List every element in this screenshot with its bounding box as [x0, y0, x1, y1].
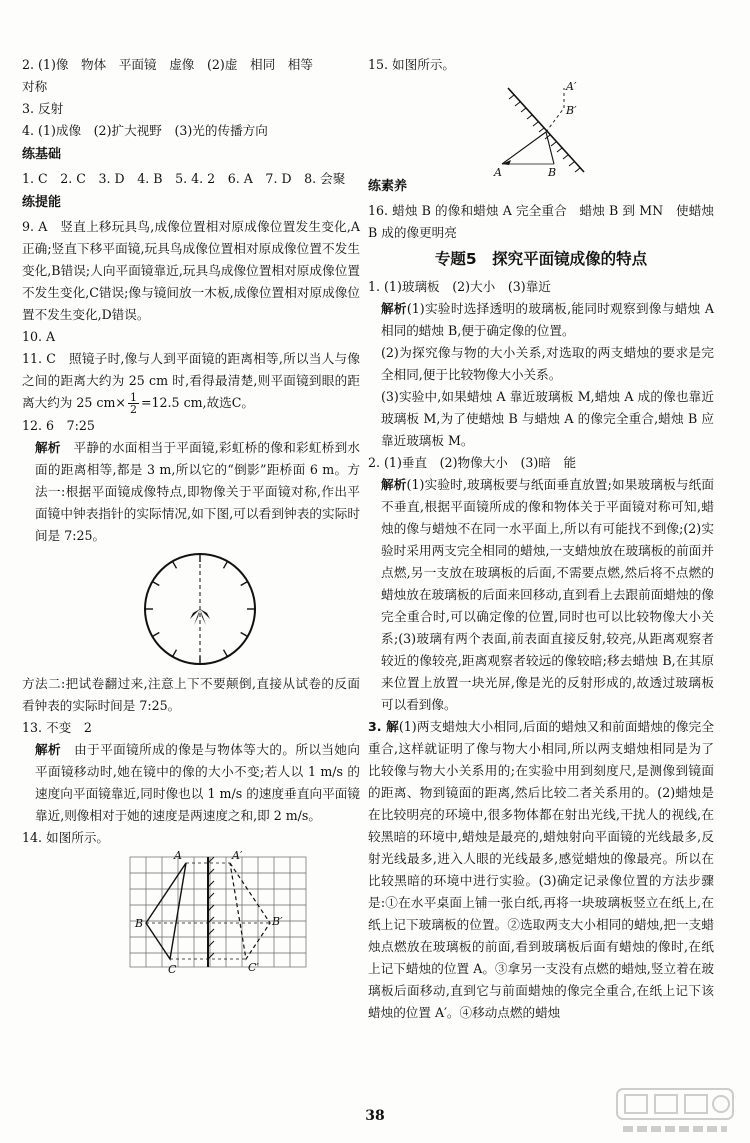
label-A: A [174, 849, 182, 862]
answer-16: 16. 蜡烛 B 的像和蜡烛 A 完全重合 蜡烛 B 到 MN 使蜡烛 B 成的像更明亮 [368, 203, 714, 240]
answer-13: 13. 不变 2 [22, 720, 92, 735]
answer-15: 15. 如图所示。 [368, 57, 456, 72]
answer-10: 10. A [22, 329, 56, 344]
mirror-figure [368, 76, 714, 179]
analysis-label: 解析 [35, 742, 62, 757]
topic-analysis-1b: (2)为探究像与物的大小关系,对选取的两支蜡烛的要求是完全相同,便于比较物像大小关系。 [381, 345, 714, 382]
topic-title: 专题5 探究平面镜成像的特点 [434, 250, 648, 268]
analysis-label: 解析 [35, 440, 61, 455]
right-column [368, 54, 714, 1024]
clock-diagram [22, 547, 360, 673]
clock-figure [22, 547, 360, 673]
mirror-ray-diagram [368, 76, 714, 174]
analysis-12-text: 平静的水面相当于平面镜,彩虹桥的像和彩虹桥到水面的距离相等,都是 3 m,所以它的“倒影”距桥面 6 m。方法一:根据平面镜成像特点,即物像关于平面镜对称,作出平面镜中钟表指针的实际情况,如下图,可以看到钟表的实际时间是 7:25。 [35, 440, 361, 543]
topic-analysis-1c: (3)实验中,如果蜡烛 A 靠近玻璃板 M,蜡烛 A 成的像也靠近玻璃板 M,为了使蜡烛 B 与蜡烛 A 的像完全重合,蜡烛 B 应靠近玻璃板 M。 [381, 389, 714, 448]
answer-11-end: =12.5 cm,故选C。 [140, 395, 254, 410]
label-A-prime: A′ [232, 849, 243, 862]
section-quality-heading: 练素养 [368, 179, 408, 194]
analysis-13 [22, 739, 360, 827]
answer-11-text: 11. C 照镜子时,像与人到平面镜的距离相等,所以当人与像之间的距离大约为 25 cm 时,看得最清楚,则平面镜到眼的距离大约为 25 cm× [22, 351, 360, 410]
topic-answer-2: 2. (1)垂直 (2)物像大小 (3)暗 能 [368, 455, 577, 470]
label-C: C [168, 963, 177, 976]
analysis-12 [22, 437, 360, 547]
fraction-numerator: 1 [129, 391, 137, 404]
topic-analysis-1a-text: (1)实验时选择透明的玻璃板,能同时观察到像与蜡烛 A 相同的蜡烛 B,便于确定像的位置。 [381, 301, 714, 338]
label-B-prime: B′ [566, 104, 577, 117]
label-B: B [548, 166, 557, 179]
method-two: 方法二:把试卷翻过来,注意上下不要颠倒,直接从试卷的反面看钟表的实际时间是 7:25。 [22, 676, 360, 713]
topic-analysis-1a [368, 298, 714, 342]
left-column [22, 54, 360, 981]
grid-figure [22, 849, 360, 981]
section-ability-heading: 练提能 [22, 195, 62, 210]
answer-3-label: 3. 解 [368, 719, 399, 734]
topic-answer-1: 1. (1)玻璃板 (2)大小 (3)靠近 [368, 279, 551, 294]
analysis-label: 解析 [381, 477, 407, 492]
answer-14: 14. 如图所示。 [22, 830, 110, 845]
watermark-graphic [615, 1085, 735, 1139]
label-A-prime: A′ [566, 80, 577, 93]
fraction [128, 392, 139, 415]
answer-11 [22, 348, 360, 415]
label-A: A [494, 166, 502, 179]
page-number: 38 [365, 1108, 385, 1124]
answer-9: 9. A 竖直上移玩具鸟,成像位置相对原成像位置发生变化,A正确;竖直下移平面镜,玩具鸟成像位置相对原成像位置不发生变化,B错误;人向平面镜靠近,玩具鸟成像位置相对原成像位置不发生变化,C错误;像与镜间放一木板,成像位置相对原成像位置不发生变化,D错误。 [22, 219, 360, 322]
label-B: B [135, 917, 144, 930]
analysis-label: 解析 [381, 301, 407, 316]
basic-answers: 1. C 2. C 3. D 4. B 5. 4. 2 6. A 7. D 8. 会聚 [22, 171, 346, 186]
answer-2a: 2. (1)像 物体 平面镜 虚像 (2)虚 相同 相等 [22, 57, 313, 72]
topic-answer-3 [368, 716, 714, 1024]
answer-3: 3. 反射 [22, 101, 64, 116]
mirror-grid-diagram [22, 849, 360, 981]
label-C-prime: C′ [248, 961, 259, 974]
label-B-prime: B′ [272, 915, 283, 928]
analysis-13-text: 由于平面镜所成的像是与物体等大的。所以当她向平面镜移动时,她在镜中的像的大小不变;若人以 1 m/s 的速度向平面镜靠近,同时像也以 1 m/s 的速度垂直向平面镜靠近,则像相对于她的速度是两速度之和,即 2 m/s。 [35, 742, 361, 823]
answer-4: 4. (1)成像 (2)扩大视野 (3)光的传播方向 [22, 123, 268, 138]
topic-answer-3-text: (1)两支蜡烛大小相同,后面的蜡烛又和前面蜡烛的像完全重合,这样就证明了像与物大小相同,所以两支蜡烛相同是为了比较像与物大小关系用的;在实验中用到刻度尺,是测像到镜面的距离、物到镜面的距离,然后比较二者关系用的。(2)蜡烛是在比较明亮的环境中,很多物体都在射出光线,干扰人的视线,在较黑暗的环境中,蜡烛是最亮的,蜡烛射向平面镜的光线最多,反射光线最多,进入人眼的光线最多,感觉蜡烛的像最亮。所以在比较黑暗的环境中进行实验。(3)确定记录像位置的方法步骤是:①在水平桌面上铺一张白纸,再将一块玻璃板竖立在纸上,在纸上记下玻璃板的位置。②选取两支大小相同的蜡烛,把一支蜡烛点燃放在玻璃板的前面,看到玻璃板后面有蜡烛的像时,在纸上记下蜡烛的位置 A。③拿另一支没有点燃的蜡烛,竖立着在玻璃板后面移动,直到它与前面蜡烛的像完全重合,在纸上记下该蜡烛的位置 A′。④移动点燃的蜡烛 [368, 719, 715, 1020]
section-basic-heading: 练基础 [22, 147, 62, 162]
answer-12: 12. 6 7:25 [22, 418, 95, 433]
answer-2b: 对称 [22, 79, 48, 94]
topic-analysis-2 [368, 474, 714, 716]
topic-analysis-2-text: (1)实验时,玻璃板要与纸面垂直放置;如果玻璃板与纸面不垂直,根据平面镜所成的像和物体关于平面镜对称可知,蜡烛的像与蜡烛不在同一水平面上,所以有可能找不到像;(2)实验时采用两支完全相同的蜡烛,一支蜡烛放在玻璃板的前面并点燃,另一支放在玻璃板的后面,不需要点燃,然后将不点燃的蜡烛放在玻璃板的后面来回移动,直到看上去跟前面蜡烛的像完全重合时,可以确定像的位置,同时也可以比较物像大小关系;(3)玻璃有两个表面,前表面直接反射,较亮,从距离观察者较近的像较亮,距离观察者较远的像较暗;移去蜡烛 B,在其原来位置上放置一块光屏,像是光的反射形成的,故透过玻璃板可以看到像。 [381, 477, 714, 712]
fraction-denominator: 2 [129, 403, 137, 416]
watermark-logo [615, 1085, 735, 1139]
